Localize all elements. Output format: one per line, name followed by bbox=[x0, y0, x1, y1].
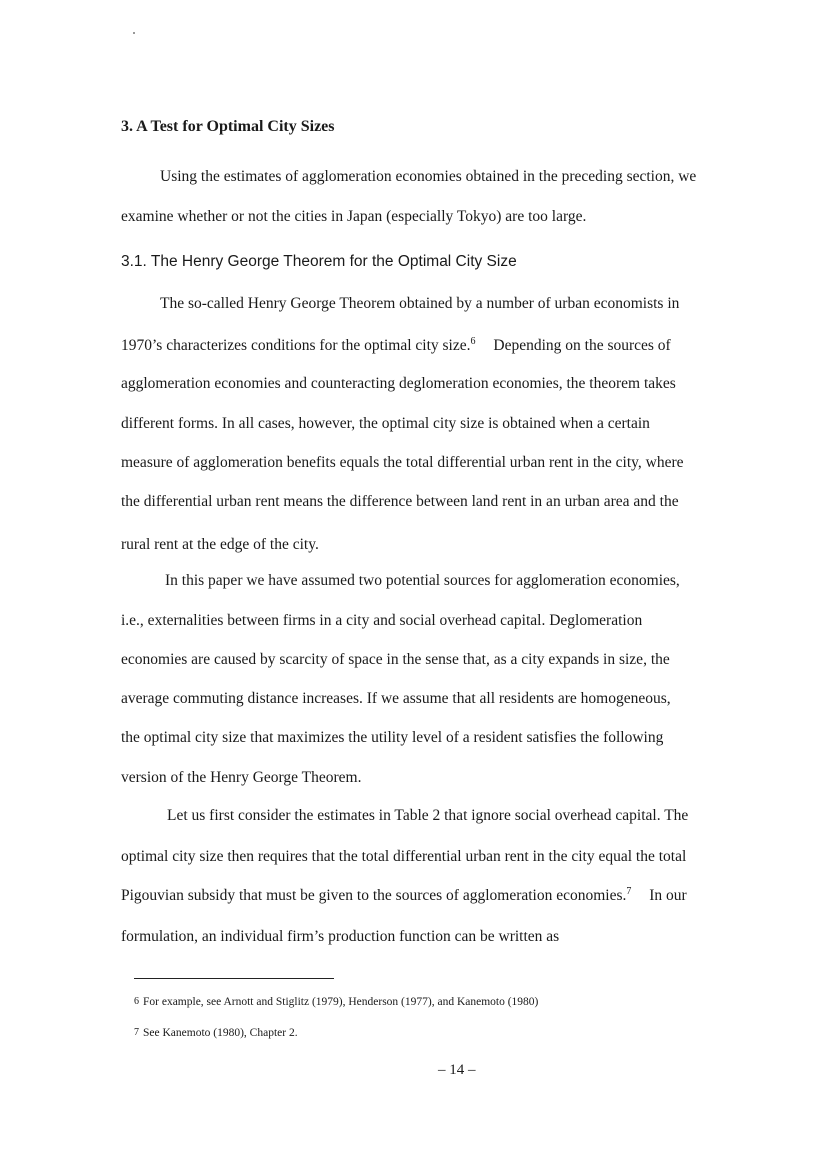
para2-line-4: average commuting distance increases. If we assume that all residents are homogeneous, bbox=[121, 690, 671, 707]
para2-line-5: the optimal city size that maximizes the utility level of a resident satisfies the following bbox=[121, 729, 664, 746]
para1-line-5: measure of agglomeration benefits equals the total differential urban rent in the city, where bbox=[121, 454, 684, 471]
para1-line-7: rural rent at the edge of the city. bbox=[121, 536, 319, 553]
para3-line-1: Let us first consider the estimates in Table 2 that ignore social overhead capital. The bbox=[167, 807, 689, 824]
para1-line-2-text: 1970’s characterizes conditions for the optimal city size. bbox=[121, 337, 471, 354]
footnote-ref-7[interactable]: 7 bbox=[626, 885, 632, 897]
footnote-ref-6[interactable]: 6 bbox=[470, 335, 476, 347]
para3-line-3-text: Pigouvian subsidy that must be given to the sources of agglomeration economies. bbox=[121, 887, 627, 904]
para2-line-3: economies are caused by scarcity of space in the sense that, as a city expands in size, the bbox=[121, 651, 670, 668]
para3-line-3 bbox=[121, 886, 687, 906]
para1-line-2 bbox=[121, 336, 671, 356]
footnote-7-text: See Kanemoto (1980), Chapter 2. bbox=[143, 1027, 298, 1039]
para1-line-1: The so-called Henry George Theorem obtained by a number of urban economists in bbox=[160, 295, 680, 312]
para2-line-1: In this paper we have assumed two potential sources for agglomeration economies, bbox=[165, 572, 680, 589]
para1-line-3: agglomeration economies and counteracting deglomeration economies, the theorem takes bbox=[121, 375, 676, 392]
para3-line-4: formulation, an individual firm’s production function can be written as bbox=[121, 928, 560, 945]
para1-line-2-cont: Depending on the sources of bbox=[493, 337, 671, 354]
page-number: – 14 – bbox=[438, 1062, 476, 1078]
footnote-7 bbox=[134, 1027, 298, 1039]
intro-line-1: Using the estimates of agglomeration economies obtained in the preceding section, we bbox=[160, 168, 697, 185]
footnote-7-number: 7 bbox=[134, 1027, 139, 1038]
footnote-6 bbox=[134, 996, 538, 1008]
para1-line-6: the differential urban rent means the difference between land rent in an urban area and the bbox=[121, 493, 679, 510]
para3-line-2: optimal city size then requires that the total differential urban rent in the city equal the total bbox=[121, 848, 687, 865]
para2-line-2: i.e., externalities between firms in a city and social overhead capital. Deglomeration bbox=[121, 612, 643, 629]
footnote-divider bbox=[134, 978, 334, 979]
footnote-6-text: For example, see Arnott and Stiglitz (1979), Henderson (1977), and Kanemoto (1980) bbox=[143, 996, 539, 1008]
footnote-6-number: 6 bbox=[134, 996, 139, 1007]
para2-line-6: version of the Henry George Theorem. bbox=[121, 769, 362, 786]
intro-line-2: examine whether or not the cities in Japan (especially Tokyo) are too large. bbox=[121, 208, 587, 225]
para3-line-3-cont: In our bbox=[649, 887, 687, 904]
section-heading: 3. A Test for Optimal City Sizes bbox=[121, 118, 335, 135]
subsection-heading: 3.1. The Henry George Theorem for the Optimal City Size bbox=[121, 253, 517, 270]
para1-line-4: different forms. In all cases, however, the optimal city size is obtained when a certain bbox=[121, 415, 650, 432]
scan-speck bbox=[133, 32, 135, 34]
